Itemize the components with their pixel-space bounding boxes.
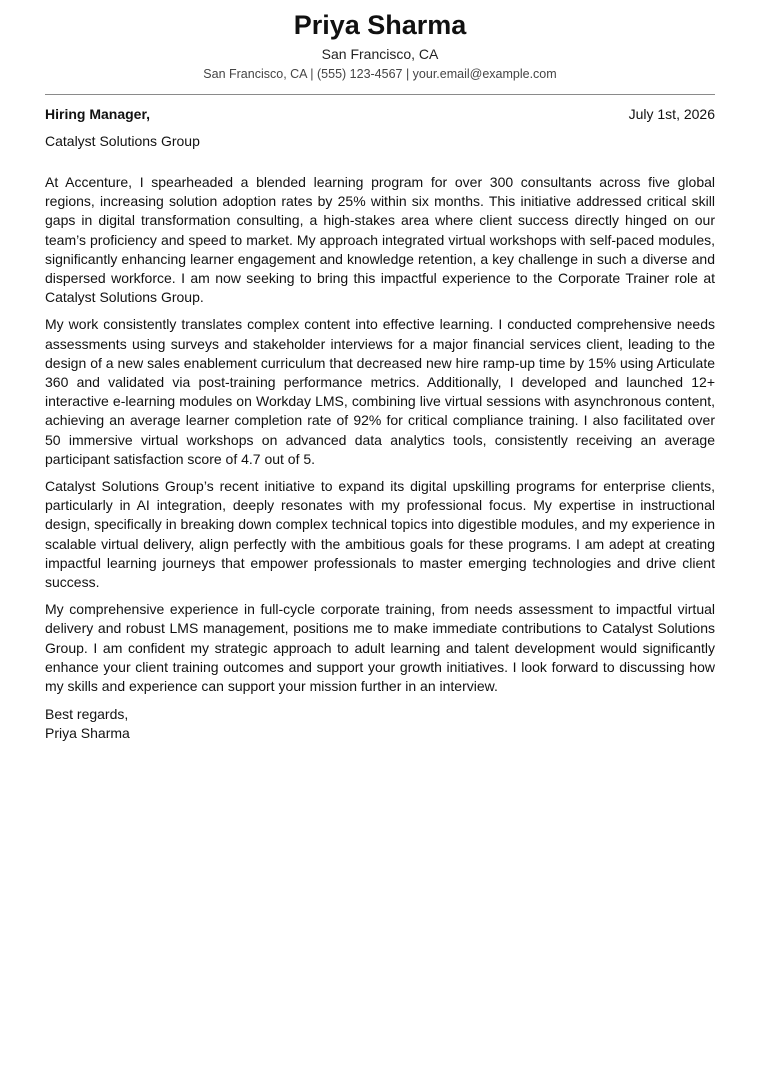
applicant-contact-line: San Francisco, CA | (555) 123-4567 | your.email@example.com (203, 67, 557, 81)
signature-name: Priya Sharma (45, 725, 130, 742)
letter-date: July 1st, 2026 (628, 106, 715, 122)
body-paragraph: My comprehensive experience in full-cycle corporate training, from needs assessment to impactful virtual delivery and robust LMS management, positions me to make immediate contributions to Catalyst Solutions Group. I am confident my strategic approach to adult learning and talent development would significantly enhance your client training outcomes and support your growth initiatives. I look forward to discussing how my skills and experience can support your mission further in an interview. (45, 601, 715, 695)
letter-body (45, 173, 715, 696)
closing-phrase: Best regards, (45, 706, 129, 723)
letter-closing (45, 705, 715, 743)
letter-header (45, 0, 715, 82)
header-divider (45, 94, 715, 95)
recipient-company: Catalyst Solutions Group (45, 133, 200, 149)
applicant-name: Priya Sharma (293, 10, 467, 40)
body-paragraph: Catalyst Solutions Group’s recent initiative to expand its digital upskilling programs for enterprise clients, particularly in AI integration, deeply resonates with my professional focus. My expertise in instructional design, specifically in breaking down complex technical topics into digestible modules, and my experience in scalable virtual delivery, align perfectly with the ambitious goals for these programs. I am adept at creating impactful learning journeys that empower professionals to master emerging technologies and drive client success. (45, 478, 715, 591)
recipient-date-row (45, 105, 715, 123)
recipient-salutation: Hiring Manager, (45, 106, 151, 122)
applicant-location: San Francisco, CA (321, 46, 439, 62)
body-paragraph: At Accenture, I spearheaded a blended learning program for over 300 consultants across five global regions, increasing solution adoption rates by 25% within six months. This initiative addressed critical skill gaps in digital transformation consulting, a high-stakes area where client success directly hinged on our team’s proficiency and speed to market. My approach integrated virtual workshops with self-paced modules, significantly enhancing learner engagement and knowledge retention, a key challenge in such a diverse and dispersed workforce. I am now seeking to bring this impactful experience to the Corporate Trainer role at Catalyst Solutions Group. (45, 174, 715, 306)
body-paragraph: My work consistently translates complex content into effective learning. I conducted comprehensive needs assessments using surveys and stakeholder interviews for a major financial services client, leading to the design of a new sales enablement curriculum that decreased new hire ramp-up time by 15% using Articulate 360 and validated via post-training performance metrics. Additionally, I developed and launched 12+ interactive e-learning modules on Workday LMS, combining live virtual sessions with asynchronous content, achieving an average learner completion rate of 92% for critical compliance training. I also facilitated over 50 immersive virtual workshops on advanced data analytics tools, consistently receiving an average participant satisfaction score of 4.7 out of 5. (45, 316, 715, 467)
